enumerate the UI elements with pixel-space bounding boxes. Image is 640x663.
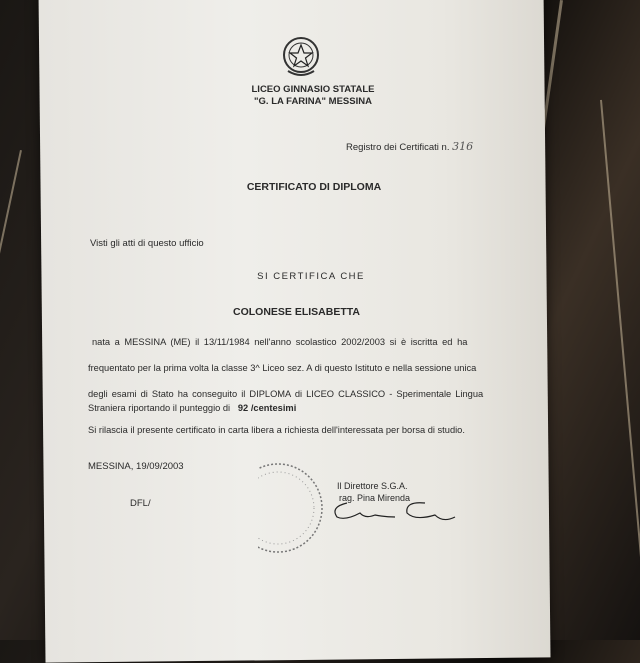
registry-label: Registro dei Certificati n. bbox=[346, 142, 450, 153]
initials: DFL/ bbox=[130, 498, 151, 509]
official-stamp-icon bbox=[258, 460, 328, 560]
final-score: 92 /centesimi bbox=[237, 403, 297, 413]
school-name: LICEO GINNASIO STATALE bbox=[251, 84, 375, 95]
body-line: Si rilascia il presente certificato in carta libera a richiesta dell'interessata per borsa di studio. bbox=[88, 425, 465, 435]
marble-vein bbox=[0, 150, 22, 444]
body-line4: Straniera riportando il punteggio di bbox=[88, 403, 231, 413]
school-name-line2: "G. LA FARINA" MESSINA bbox=[254, 96, 372, 107]
certifies-heading: SI CERTIFICA CHE bbox=[257, 271, 365, 282]
marble-vein bbox=[600, 100, 640, 598]
republic-emblem-icon bbox=[278, 33, 324, 81]
registry-number-handwritten: 316 bbox=[452, 140, 474, 153]
body-line bbox=[88, 403, 296, 413]
student-name: COLONESE ELISABETTA bbox=[233, 306, 360, 318]
intro-text: Visti gli atti di questo ufficio bbox=[90, 238, 204, 249]
body-line: frequentato per la prima volta la classe 3^ Liceo sez. A di questo Istituto e nella sessione unica bbox=[88, 363, 477, 373]
registry-number bbox=[346, 140, 473, 153]
place-date: MESSINA, 19/09/2003 bbox=[88, 461, 184, 472]
signature-icon bbox=[325, 495, 465, 530]
body-line: nata a MESSINA (ME) il 13/11/1984 nell'anno scolastico 2002/2003 si è iscritta ed ha bbox=[92, 337, 468, 347]
document-title: CERTIFICATO DI DIPLOMA bbox=[246, 181, 382, 193]
signer-title: Il Direttore S.G.A. bbox=[337, 481, 408, 491]
body-line: degli esami di Stato ha conseguito il DIPLOMA di LICEO CLASSICO - Sperimentale Lingua bbox=[88, 389, 484, 399]
signer-name: rag. Pina Mirenda bbox=[339, 493, 411, 503]
